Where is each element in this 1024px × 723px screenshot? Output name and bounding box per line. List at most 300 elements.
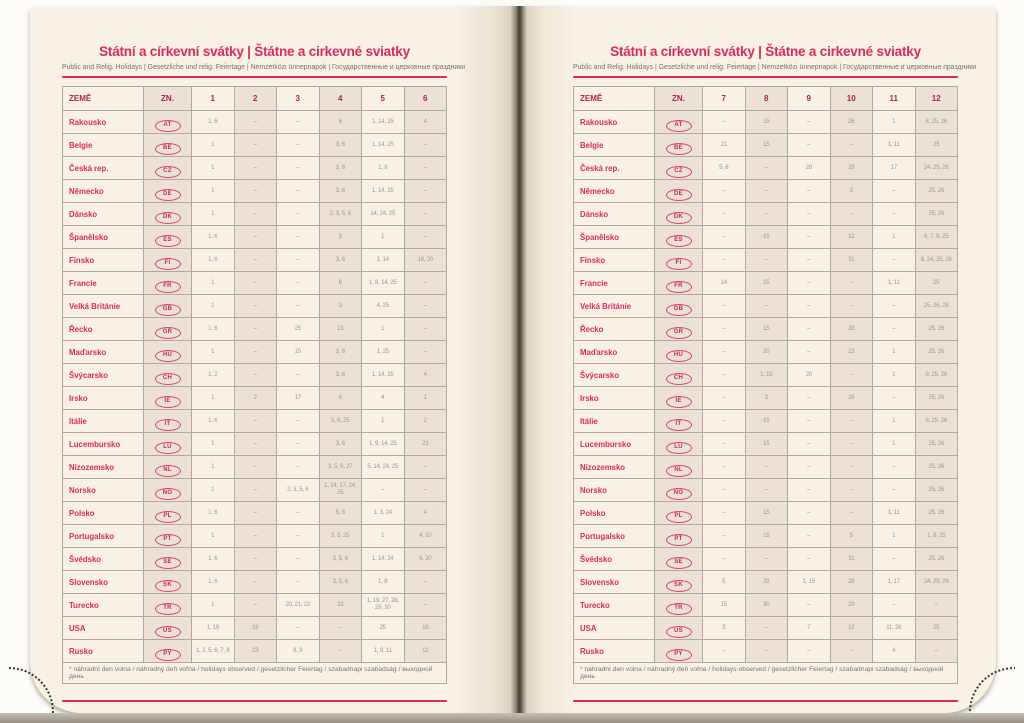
holiday-cell: 15 [745,502,788,525]
table-row [63,387,447,410]
holiday-cell: 14 [703,272,746,295]
table-row [63,640,447,663]
code-cell [144,594,192,617]
holiday-cell: – [703,295,746,318]
country-cell: Rakousko [63,111,144,134]
country-code-badge: FR [666,281,692,293]
country-cell: Česká rep. [63,157,144,180]
country-cell: Itálie [574,410,655,433]
holiday-cell: 1 [192,203,235,226]
holiday-cell: 6, 24, 25, 26 [915,249,958,272]
country-code-badge: NL [155,465,181,477]
country-cell: USA [574,617,655,640]
table-row [574,134,958,157]
holiday-cell: – [788,502,831,525]
table-row [63,364,447,387]
holiday-cell: 1 [873,341,916,364]
table-row [574,364,958,387]
country-code-badge: GR [666,327,692,339]
holiday-cell: – [873,456,916,479]
country-code-badge: IE [666,396,692,408]
code-cell [144,295,192,318]
holiday-cell: – [703,433,746,456]
country-cell: Švédsko [574,548,655,571]
holiday-cell: – [788,341,831,364]
holiday-cell: 1 [192,433,235,456]
holiday-cell: – [703,111,746,134]
holiday-cell: 26 [830,111,873,134]
holiday-cell: – [277,111,320,134]
country-code-badge: PT [666,534,692,546]
code-cell [655,295,703,318]
holiday-cell: 1 [873,525,916,548]
holiday-cell: 3, 6 [319,364,362,387]
country-code-badge: GB [666,304,692,316]
code-cell [144,410,192,433]
holiday-cell: – [277,617,320,640]
code-cell [655,203,703,226]
table-row [574,203,958,226]
table-row [63,548,447,571]
month-header: 6 [404,87,447,111]
code-cell [144,111,192,134]
holidays-table-months-7-12 [573,86,958,684]
holiday-cell: 3, 6 [319,180,362,203]
holiday-cell: – [703,479,746,502]
holiday-cell: 28 [830,571,873,594]
country-code-badge: IT [666,419,692,431]
table-row [63,571,447,594]
holiday-cell: – [745,640,788,663]
code-cell [144,180,192,203]
holiday-cell: – [788,180,831,203]
country-cell: Rusko [63,640,144,663]
holiday-cell: 8, 25, 26 [915,410,958,433]
code-cell [655,226,703,249]
holiday-cell: 1, 9, 14, 25 [362,433,405,456]
holiday-cell: – [873,594,916,617]
holiday-cell: – [277,364,320,387]
holiday-cell: 1, 8, 14, 25 [362,272,405,295]
holiday-cell: 1 [873,433,916,456]
holiday-cell: – [404,571,447,594]
holiday-cell: 25 [915,272,958,295]
holiday-cell: – [788,410,831,433]
month-header: 2 [234,87,277,111]
month-header: 11 [873,87,916,111]
left-page-content [62,44,466,702]
holiday-cell: – [234,318,277,341]
holiday-cell: 25 [277,318,320,341]
holiday-cell: – [234,341,277,364]
holiday-cell: 1, 14, 25 [362,111,405,134]
country-code-badge: FI [666,258,692,270]
holiday-cell: – [234,548,277,571]
holiday-cell: 3, 6 [319,157,362,180]
code-cell [655,571,703,594]
photo-bottom-shadow [0,713,1024,723]
holiday-cell: – [788,456,831,479]
holiday-cell: 1, 17 [873,571,916,594]
holiday-cell: 1 [873,364,916,387]
country-cell: Lucembursko [63,433,144,456]
country-code-badge: TR [155,603,181,615]
code-cell [655,157,703,180]
holiday-cell: 1, 6 [192,226,235,249]
holiday-cell: 1, 14 [362,249,405,272]
table-row [63,180,447,203]
holiday-cell: 28 [788,157,831,180]
code-cell [144,157,192,180]
country-code-badge: CZ [666,166,692,178]
holiday-cell: 4 [404,502,447,525]
holiday-cell: 12 [830,617,873,640]
holiday-cell: 1 [362,318,405,341]
holiday-cell: 1, 9, 11 [362,640,405,663]
holiday-cell: – [703,387,746,410]
holiday-cell: – [745,479,788,502]
code-cell [655,249,703,272]
holiday-cell: – [830,364,873,387]
holiday-cell: – [873,295,916,318]
table-row [574,410,958,433]
table-row [574,272,958,295]
country-code-badge: IT [155,419,181,431]
code-cell [144,272,192,295]
holiday-cell: 23 [234,640,277,663]
holiday-cell: 1, 2, 5, 6, 7, 8 [192,640,235,663]
table-row [63,111,447,134]
country-code-badge: AT [666,120,692,132]
code-cell [144,364,192,387]
holiday-cell: – [234,134,277,157]
holiday-cell: – [234,410,277,433]
holiday-cell: – [234,180,277,203]
holiday-cell: 1, 6 [192,571,235,594]
country-cell: Norsko [574,479,655,502]
table-row [574,640,958,663]
holiday-cell: 8, 25, 26 [915,364,958,387]
country-cell: Německo [574,180,655,203]
holiday-cell: 1 [192,594,235,617]
code-cell [655,640,703,663]
country-cell: Turecko [63,594,144,617]
holiday-cell: 1 [362,226,405,249]
code-cell [144,203,192,226]
country-cell: Finsko [574,249,655,272]
country-code-badge: DE [666,189,692,201]
holiday-cell: – [319,640,362,663]
code-cell [144,433,192,456]
holiday-cell: 5, 14, 24, 25 [362,456,405,479]
table-row [63,594,447,617]
holiday-cell: – [830,410,873,433]
code-cell [655,594,703,617]
footnote-row [63,663,447,684]
country-cell: Velká Británie [574,295,655,318]
holiday-cell: 5 [830,525,873,548]
left-page [30,6,511,713]
holiday-cell: 25, 26 [915,548,958,571]
holiday-cell: 1, 14, 25 [362,134,405,157]
table-row [574,548,958,571]
holiday-cell: 6 [319,111,362,134]
holiday-cell: – [277,226,320,249]
country-code-badge: PY [155,649,181,661]
holiday-cell: 1, 8, 25 [915,525,958,548]
country-code-badge: AT [155,120,181,132]
holiday-cell: 1 [404,387,447,410]
holiday-cell: 6 [319,387,362,410]
holiday-cell: 29 [745,571,788,594]
holiday-cell: 1, 14, 25 [362,180,405,203]
country-code-badge: SK [155,580,181,592]
code-cell [655,134,703,157]
holiday-cell: – [277,433,320,456]
holiday-cell: – [234,433,277,456]
holiday-cell: – [362,479,405,502]
country-code-badge: HU [155,350,181,362]
page-title: Státní a církevní svátky | Štátne a cirkevné sviatky [99,44,410,59]
holiday-cell: 12 [830,226,873,249]
holiday-cell: 1, 6 [192,111,235,134]
month-header: 9 [788,87,831,111]
holiday-cell: – [745,180,788,203]
country-cell: Maďarsko [574,341,655,364]
holiday-cell: – [703,364,746,387]
holiday-cell: – [873,479,916,502]
holiday-cell: – [745,157,788,180]
holiday-cell: 3, 6 [319,341,362,364]
month-header: 8 [745,87,788,111]
table-row [63,249,447,272]
holiday-cell: 1 [192,456,235,479]
country-cell: Slovensko [63,571,144,594]
country-code-badge: DK [666,212,692,224]
holiday-cell: 25 [915,617,958,640]
month-header: 7 [703,87,746,111]
holiday-cell: – [915,594,958,617]
country-cell: Rakousko [574,111,655,134]
table-row [574,594,958,617]
table-row [63,502,447,525]
holiday-cell: – [873,249,916,272]
header-row [574,87,958,111]
holiday-cell: 25, 26, 28 [915,295,958,318]
holiday-cell: 5, 6 [319,502,362,525]
code-cell [144,525,192,548]
holiday-cell: – [234,272,277,295]
holiday-cell: – [703,640,746,663]
holiday-cell: 1, 19 [192,617,235,640]
country-cell: Švýcarsko [574,364,655,387]
holiday-cell: 1, 6 [192,548,235,571]
holiday-cell: 29 [830,594,873,617]
holiday-cell: 25 [915,134,958,157]
table-row [574,318,958,341]
holiday-cell: – [319,617,362,640]
holiday-cell: 24, 25, 26 [915,571,958,594]
holiday-cell: – [788,548,831,571]
country-code-badge: LU [666,442,692,454]
holiday-cell: 3 [319,226,362,249]
holiday-cell: – [703,249,746,272]
holiday-cell: 1 [192,134,235,157]
table-row [574,617,958,640]
holiday-cell: – [703,226,746,249]
holiday-cell: – [830,433,873,456]
holiday-cell: 25, 26 [915,479,958,502]
holiday-cell: 31 [830,548,873,571]
country-code-badge: BE [666,143,692,155]
holiday-cell: 23 [830,341,873,364]
holiday-cell: 1, 2 [192,364,235,387]
month-header: 12 [915,87,958,111]
country-code-badge: FR [155,281,181,293]
country-cell: Nizozemsko [63,456,144,479]
footnote: * náhradní den volna / náhradný deň voľna / holidays observed / gesetzlicher Feiertag / szabadnapi szabadság / выходной день [63,663,447,684]
holiday-cell: 1, 14, 24 [362,548,405,571]
table-row [63,295,447,318]
holiday-cell: 5 [703,571,746,594]
holiday-cell: – [404,341,447,364]
holiday-cell: – [277,272,320,295]
holiday-cell: – [788,249,831,272]
holiday-cell: 23 [404,433,447,456]
table-row [574,249,958,272]
table-row [63,525,447,548]
holiday-cell: 1 [192,387,235,410]
holiday-cell: 25, 26 [915,341,958,364]
holiday-cell: 21 [703,134,746,157]
month-header: 10 [830,87,873,111]
holiday-cell: 15 [745,226,788,249]
holiday-cell: – [404,479,447,502]
table-row [63,410,447,433]
holiday-cell: 19, 20 [404,249,447,272]
holiday-cell: 3, 6 [319,134,362,157]
country-cell: Německo [63,180,144,203]
holiday-cell: 1, 25 [362,341,405,364]
holiday-cell: – [277,548,320,571]
holiday-cell: – [788,111,831,134]
holiday-cell: 1 [873,111,916,134]
holiday-cell: – [277,571,320,594]
table-row [574,525,958,548]
country-code-badge: SE [155,557,181,569]
holiday-cell: – [830,203,873,226]
top-rule [573,76,958,78]
holiday-cell: 4, 25 [362,295,405,318]
holiday-cell: – [234,249,277,272]
country-code-badge: DE [155,189,181,201]
holiday-cell: – [873,203,916,226]
holiday-cell: – [277,502,320,525]
country-cell: Portugalsko [574,525,655,548]
footnote: * náhradní den volna / náhradný deň voľna / holidays observed / gesetzlicher Feiertag / szabadnapi szabadság / выходной день [574,663,958,684]
country-cell: Finsko [63,249,144,272]
holiday-cell: – [788,479,831,502]
code-cell [144,479,192,502]
holiday-cell: – [277,456,320,479]
table-row [574,479,958,502]
country-code-badge: PL [155,511,181,523]
table-row [574,111,958,134]
holiday-cell: 23 [319,594,362,617]
holiday-cell: 3 [745,387,788,410]
country-code-badge: TR [666,603,692,615]
country-code-badge: US [666,626,692,638]
holiday-cell: – [745,617,788,640]
country-code-badge: CZ [155,166,181,178]
holiday-cell: – [830,479,873,502]
table-row [574,341,958,364]
table-row [574,180,958,203]
code-cell [655,318,703,341]
country-cell: Španělsko [574,226,655,249]
holiday-cell: – [404,226,447,249]
stitch-arc-bottom-left [9,667,57,714]
holiday-cell: 5, 6 [703,157,746,180]
holiday-cell: 1 [192,525,235,548]
holiday-cell: 25, 26 [915,180,958,203]
holiday-cell: 15 [703,594,746,617]
holiday-cell: 6, 7, 8, 25 [915,226,958,249]
holiday-cell: 1 [873,226,916,249]
right-page [528,6,996,713]
code-cell [144,640,192,663]
holiday-cell: – [915,640,958,663]
holiday-cell: 11, 26 [873,617,916,640]
holiday-cell: – [830,134,873,157]
country-code-badge: PY [666,649,692,661]
holiday-cell: 1, 8 [362,571,405,594]
holiday-cell: 2 [404,410,447,433]
holiday-cell: – [703,341,746,364]
holiday-cell: 15 [277,341,320,364]
holiday-cell: 15 [745,410,788,433]
month-header: 5 [362,87,405,111]
country-code-badge: GR [155,327,181,339]
holiday-cell: – [703,456,746,479]
code-cell [144,571,192,594]
holiday-cell: – [277,134,320,157]
table-row [63,272,447,295]
table-row [63,617,447,640]
holiday-cell: 20 [745,341,788,364]
country-cell: USA [63,617,144,640]
holiday-cell: – [745,295,788,318]
holiday-cell: 1 [362,410,405,433]
month-header: 3 [277,87,320,111]
holiday-cell: 3, 5, 6, 27 [319,456,362,479]
table-row [63,479,447,502]
holiday-cell: 25, 26 [915,387,958,410]
table-row [63,134,447,157]
holiday-cell: 3 [830,180,873,203]
holiday-cell: 15 [745,111,788,134]
right-page-content [573,44,977,702]
holiday-cell: – [788,640,831,663]
code-cell [655,410,703,433]
holiday-cell: – [234,111,277,134]
holiday-cell: 26 [830,387,873,410]
code-cell [655,180,703,203]
holiday-cell: – [277,295,320,318]
country-cell: Irsko [63,387,144,410]
holiday-cell: 3, 6 [319,249,362,272]
holiday-cell: 3, 5, 6 [319,571,362,594]
